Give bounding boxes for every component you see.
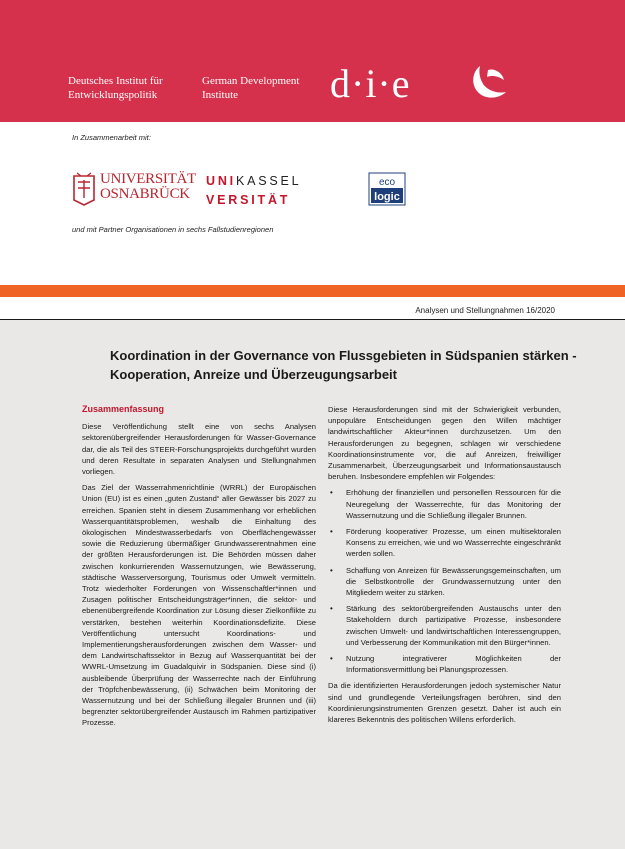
left-column bbox=[82, 404, 316, 734]
ecologic-logo bbox=[368, 172, 406, 206]
series-label: Analysen und Stellungnahmen 16/2020 bbox=[415, 306, 555, 315]
bullet-icon: • bbox=[330, 604, 333, 614]
cooperation-label: In Zusammenarbeit mit: bbox=[72, 133, 151, 142]
osnabrueck-university-logo bbox=[70, 170, 196, 206]
bullet-icon: • bbox=[330, 565, 333, 575]
accent-bar bbox=[0, 285, 625, 297]
right-column bbox=[328, 404, 561, 730]
kassel-university-logo bbox=[206, 172, 301, 210]
ecologic-logo-top: eco bbox=[378, 177, 396, 188]
recommendations-list bbox=[328, 487, 561, 675]
recommendations-intro: Diese Herausforderungen sind mit der Schwierigkeit verbunden, unpopuläre Entscheidungen gegen den Willen mächtiger landwirtschaftlicher Akteur*innen durchzusetzen. Um den Herausforderungen zu begegnen, schlagen wir verschiedene Koordinationsinstrumente vor, die auf Anreizen, freiwilliger Zusammenarbeit, Überzeugungsarbeit und Informationsaustausch beruhen. Insbesondere empfehlen wir Folgendes: bbox=[328, 405, 561, 482]
summary-heading: Zusammenfassung bbox=[82, 404, 165, 414]
bullet-icon: • bbox=[330, 654, 333, 664]
bullet-icon: • bbox=[330, 527, 333, 537]
kassel-logo-line1: UNIKASSEL bbox=[206, 174, 302, 188]
list-item: • Schaffung von Anreizen für Bewässerungsgemeinschaften, um die Selbstkontrolle der Grundwassernutzung unter den Mitgliedern weiter zu stärken. bbox=[330, 565, 561, 598]
osnabrueck-logo-line1: UNIVERSITÄT bbox=[100, 171, 196, 187]
closing-paragraph: Da die identifizierten Herausforderungen jedoch systemischer Natur sind und grundlegende Verteilungsfragen berühren, sind den Koordinierungsinstrumenten Grenzen gesetzt. Daher ist auch ein klareres Bekenntnis des politischen Willens erforderlich. bbox=[328, 681, 561, 725]
summary-paragraph: Das Ziel der Wasserrahmenrichtlinie (WRRL) der Europäischen Union (EU) ist es einen „guten Zustand“ aller Gewässer bis 2027 zu erreichen. Spanien steht in diesem Zusammenhang vor erheblichen Wasserquantitätsproblemen, weshalb die Einhaltung des ökologischen Mindestwasserbedarfs von Oberflächengewässer sowie die Reduzierung übermäßiger Grundwasserentnahmen eine der größten Herausforderungen ist. Die Behörden müssen daher zwischen konkurrierenden Wassernutzungen, wie Bewässerung, städtische Wasserversorgung, Tourismus oder Umwelt vermitteln. Trotz wiederholter Forderungen von Wissenschaftler*innen und Zusagen politischer Entscheidungsträger*innen, die sektor- und ebenenübergreifende Koordination zur Lösung dieser Zielkonflikte zu verstärken, bestehen weiterhin Koordinationsdefizite. Diese Veröffentlichung untersucht Koordinations- und Implementierungsherausforderungen zwischen dem Wasser- und dem Landwirtschaftssektor in Bezug auf Wasserquantität bei der WWRL-Umsetzung im Guadalquivir in Südspanien. Diese sind (i) ausbleibende Überprüfung der Wasserrechte nach der Einführung der Tröpfchenbewässerung, (ii) Schwächen beim Monitoring der Wassernutzung und bei der Schließung illegaler Brunnen und (iii) begrenzter sektorübergreifender Austausch im Rahmen partizipativer Prozesse. bbox=[82, 483, 316, 728]
summary-paragraph: Diese Veröffentlichung stellt eine von sechs Analysen sektorenübergreifender Herausforderungen für Wasser-Governance dar, die als Teil des STEER-Forschungsprojekts durchgeführt wurden und deren Resultate in separaten Analysen und Stellungnahmen vorliegen. bbox=[82, 422, 316, 477]
kassel-logo-line2: VERSITÄT bbox=[206, 193, 291, 207]
list-item: • Förderung kooperativer Prozesse, um einen multisektoralen Konsens zu erreichen, wie und wo Wasserrechte eingeschränkt werden sollen. bbox=[330, 527, 561, 559]
institute-header bbox=[0, 0, 625, 122]
ecologic-logo-bottom: logic bbox=[374, 191, 400, 203]
osnabrueck-seal-icon bbox=[70, 170, 98, 206]
die-logo-text: d·i·e bbox=[330, 61, 411, 106]
institute-name-en: German Development Institute bbox=[202, 75, 300, 101]
institute-name-de: Deutsches Institut für Entwicklungspolitik bbox=[68, 75, 163, 101]
die-bird-logo-icon bbox=[466, 62, 512, 102]
osnabrueck-logo-line2: OSNABRÜCK bbox=[100, 186, 190, 202]
list-item: • Stärkung des sektorübergreifenden Austauschs unter den Stakeholdern durch partizipative Prozesse, insbesondere zwischen Umwelt- und landwirtschaftlichen Interessengruppen, und Verbesserung der Kommunikation mit den Bürger*innen. bbox=[330, 604, 561, 647]
list-item: • Nutzung integrativerer Möglichkeiten der Informationsvermittlung bei Planungsprozessen. bbox=[330, 654, 561, 675]
list-item: • Erhöhung der finanziellen und personellen Ressourcen für die Neuregelung der Wasserrechte, für das Monitoring der Wassernutzung und die Schließung illegaler Brunnen. bbox=[330, 488, 561, 520]
document-title: Koordination in der Governance von Flussgebieten in Südspanien stärken - Kooperation, Anreize und Überzeugungsarbeit bbox=[110, 348, 577, 382]
partner-organisations-note: und mit Partner Organisationen in sechs Fallstudienregionen bbox=[72, 225, 274, 234]
bullet-icon: • bbox=[330, 488, 333, 498]
